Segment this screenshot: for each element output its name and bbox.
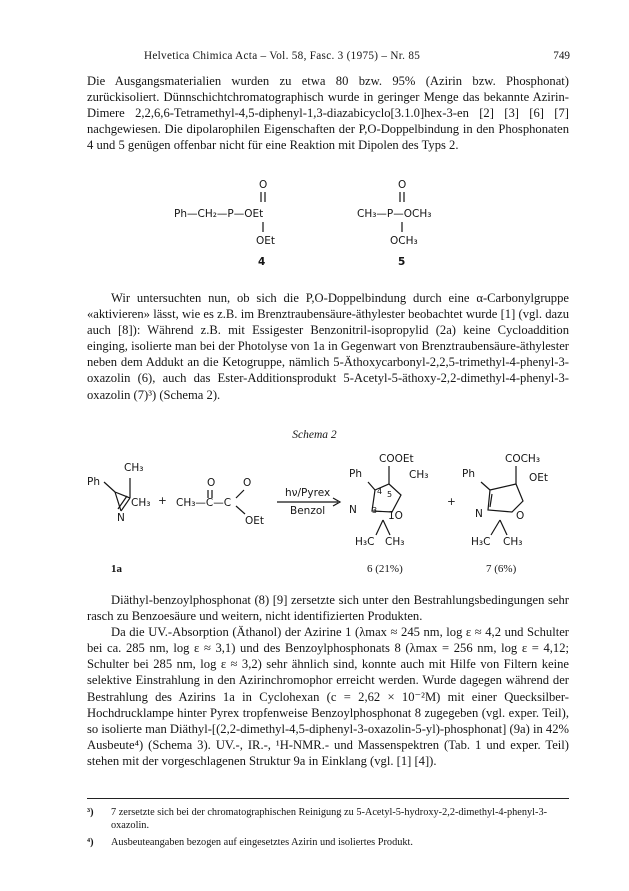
- schema-2-title: Schema 2: [292, 429, 337, 441]
- svg-text:CH₃: CH₃: [385, 536, 405, 548]
- footnote-text: Ausbeuteangaben bezogen auf eingesetztes Azirin und isoliertes Produkt.: [111, 837, 413, 848]
- s4-carbonyl-o: O: [259, 179, 268, 191]
- scheme-2-drawing: [87, 453, 548, 575]
- svg-text:+: +: [447, 496, 456, 508]
- svg-text:O: O: [243, 477, 252, 489]
- s4-formula: Ph—CH₂—P—OEt: [174, 208, 264, 220]
- paragraph-text: Die Ausgangsmaterialien wurden zu etwa 80 bzw. 95% (Azirin bzw. Phosphonat) zurückisoliert. Dünnschichtchromatographisch wurde in geringer Menge das bekannte Azirin-Dimere 2,2,6,6-Tetramethyl-4,5-diphenyl-1,3-diazabicyclo[3.1.0]hex-3-en [2] [3] [6] [7] nachgewiesen. Die dipolarophilen Eigenschaften der P,O-Doppelbindung in den Phosphonaten 4 und 5 genügen offenbar nicht für eine Reaktion mit Dipolen des Typs 2.: [87, 74, 569, 153]
- structure-5: [357, 179, 431, 268]
- footnote-text: 7 zersetzte sich bei der chromatographischen Reinigung zu 5-Acetyl-5-hydroxy-2,2-dimethyl-4-phenyl-3-oxazolin.: [111, 807, 548, 832]
- s5-och3: OCH₃: [390, 235, 418, 247]
- svg-text:OEt: OEt: [245, 515, 265, 527]
- footnote-3: [87, 806, 569, 832]
- svg-text:O: O: [516, 510, 525, 522]
- svg-text:O: O: [207, 477, 216, 489]
- svg-text:H₃C: H₃C: [471, 536, 491, 548]
- svg-text:COOEt: COOEt: [379, 453, 414, 465]
- svg-text:N: N: [475, 508, 483, 520]
- paragraph-3-4: [87, 592, 569, 769]
- footnote-divider: [87, 798, 569, 799]
- svg-text:5: 5: [387, 490, 393, 499]
- svg-text:CH₃—C—C: CH₃—C—C: [176, 497, 232, 509]
- svg-text:Ph: Ph: [87, 476, 100, 488]
- svg-text:3: 3: [372, 506, 378, 515]
- svg-text:N: N: [117, 512, 125, 524]
- svg-text:CH₃: CH₃: [124, 462, 144, 474]
- svg-text:CH₃: CH₃: [409, 469, 429, 481]
- svg-text:N: N: [349, 504, 357, 516]
- paragraph-2: [87, 290, 569, 403]
- s4-oet: OEt: [256, 235, 276, 247]
- svg-text:H₃C: H₃C: [355, 536, 375, 548]
- arrow-bottom-text: Benzol: [290, 505, 326, 517]
- s4-label: 4: [258, 256, 266, 268]
- page-number: 749: [553, 50, 570, 62]
- svg-text:OEt: OEt: [529, 472, 549, 484]
- svg-text:Ph: Ph: [462, 468, 475, 480]
- paragraph-text: Diäthyl-benzoylphosphonat (8) [9] zersetzte sich unter den Bestrahlungsbedingungen sehr rasch zu Benzoesäure und weitern, nicht identifizierten Produkten.: [87, 593, 569, 624]
- s5-formula: CH₃—P—OCH₃: [357, 208, 432, 220]
- journal-title: Helvetica Chimica Acta – Vol. 58, Fasc. 3 (1975) – Nr. 85: [144, 50, 421, 62]
- label-7: 7 (6%): [486, 563, 517, 575]
- s5-carbonyl-o: O: [398, 179, 407, 191]
- paragraph-text: Da die UV.-Absorption (Äthanol) der Azirine 1 (λmax ≈ 245 nm, log ε ≈ 4,2 und Schulter bei ca. 285 nm, log ε ≈ 3,1) und des Benzoylphosphonats 8 (λmax = 256 nm, log ε = 4,12; Schulter bei 285 nm, log ε ≈ 3,2) sehr ähnlich sind, konnte auch mit Hilfe von Filtern keine selektive Einstrahlung in den Azirinchromophor erreicht werden. Wurde dagegen während der Bestrahlung des Azirins 1a in Cyclohexan (c = 2,62 × 10⁻²M) mit einer Quecksilber-Hochdrucklampe hinter Pyrex tropfenweise Benzoylphosphonat 8 zugegeben (vgl. exper. Teil), so isolierte man Diäthyl-[(2,2-dimethyl-4,5-diphenyl-3-oxazolin-5-yl)-phosphonat] (9a) in 42% Ausbeute⁴) (Schema 3). UV.-, IR.-, ¹H-NMR.- und Massenspektren (Tab. 1 und exper. Teil) stehen mit der vorgeschlagenen Struktur 9a in Einklang (vgl. [1] [4]).: [87, 625, 569, 768]
- svg-text:+: +: [158, 495, 167, 507]
- svg-text:Ph: Ph: [349, 468, 362, 480]
- footnote-4: [87, 836, 569, 849]
- paragraph-text: Wir untersuchten nun, ob sich die P,O-Doppelbindung durch eine α-Carbonylgruppe «aktivieren» lässt, wie es z.B. im Brenztraubensäure-äthylester beobachtet wurde [1] (vgl. dazu auch [8]): Während z.B. mit Essigester Benzonitril-isopropylid (2a) keine Cycloaddition einging, isolierte man bei der Photolyse von 1a in Gegenwart von Brenztraubensäure-äthylester neben dem Addukt an die Ketogruppe, nämlich 5-Äthoxycarbonyl-2,2,5-trimethyl-4-phenyl-3-oxazolin (6), auch das Ester-Additionsprodukt 5-Acetyl-5-äthoxy-2,2-dimethyl-4-phenyl-3-oxazolin (7)³) (Schema 2).: [87, 291, 569, 402]
- arrow-top-text: hν/Pyrex: [285, 487, 331, 499]
- label-6: 6 (21%): [367, 563, 403, 575]
- svg-text:4: 4: [377, 487, 383, 496]
- svg-text:1O: 1O: [388, 510, 403, 522]
- footnote-mark: ⁴): [87, 837, 94, 848]
- svg-text:CH₃: CH₃: [131, 497, 151, 509]
- svg-text:COCH₃: COCH₃: [505, 453, 541, 465]
- svg-text:CH₃: CH₃: [503, 536, 523, 548]
- footnote-mark: ³): [87, 807, 94, 818]
- structure-4: [174, 179, 275, 268]
- s5-label: 5: [398, 256, 406, 268]
- label-1a: 1a: [111, 563, 122, 575]
